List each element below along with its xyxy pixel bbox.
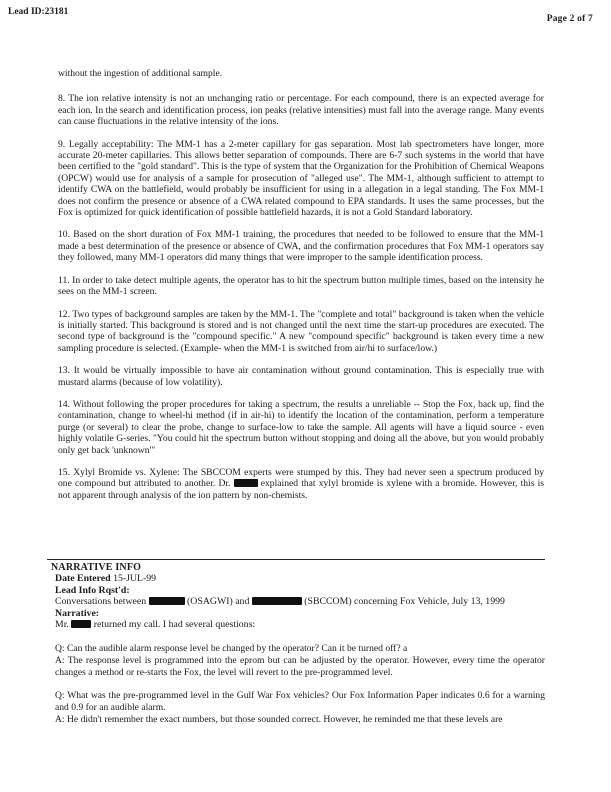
question-2: Q: What was the pre-programmed level in the Gulf War Fox vehicles? Our Fox Information Paper indicates 0.6 for a warning and 0.9 for an audible alarm. — [55, 690, 545, 713]
answer-1: A: The response level is programmed into the eprom but can be adjusted by the operator. However, every time the operator changes a method or re-starts the Fox, the level will revert to the pre-programmed level. — [55, 655, 545, 678]
returned-call-line — [51, 619, 545, 631]
date-entered-field — [51, 573, 545, 585]
paragraph-11: 11. In order to take detect multiple agents, the operator has to hit the spectrum button multiple times, based on the intensity he sees on the MM-1 screen. — [58, 274, 544, 298]
conversation-line — [51, 596, 545, 608]
paragraph-13: 13. It would be virtually impossible to have air contamination without ground contamination. This is especially true with mustard alarms (because of low volatility). — [58, 365, 544, 388]
paragraph-15-part-b: explained that xylyl bromide is xylene with a bromide. However, this is not apparent through analysis of the ion pattern by non-chemists. — [58, 478, 544, 501]
narrative-label-field — [51, 608, 545, 620]
conversation-text-c: (SBCCOM) concerning Fox Vehicle, July 13, 1999 — [301, 596, 505, 608]
question-1: Q: Can the audible alarm response level be changed by the operator? Can it be turned off? a — [55, 642, 408, 654]
redaction-block — [252, 597, 302, 605]
conversation-text-b: (OSAGWI) and — [184, 596, 252, 608]
qa-section — [51, 643, 545, 725]
paragraph-12: 12. Two types of background samples are taken by the MM-1. The "complete and total" background is taken when the vehicle is initially started. This background is stored and is not changed until the next time the start-up procedures are executed. The second type of background is the "compound specific." A new "compound specific" background is taken every time a new sampling procedure is selected. (Example- when the MM-1 is switched from air/hi to surface/low.) — [58, 308, 544, 354]
narrative-label: Narrative: — [55, 607, 100, 619]
paragraph-9: 9. Legally acceptability: The MM-1 has a 2-meter capillary for gas separation. Most lab spectrometers have longer, more accurate 20-meter capillaries. This allows better separation of compounds. There are 6-7 such systems in the world that have been certified to the "gold standard". This is the type of system that the Organization for the Prohibition of Chemical Weapons (OPCW) would use for analysis of a sample for prosecution of "alleged use". The MM-1, although sufficient to attempt to identify CWA on the battlefield, would probably be insufficient for using in a allegation in a legal standing. The Fox MM-1 does not confirm the presence or absence of a CWA related compound to EPA standards. It uses the same processes, but the Fox is optimized for quick identification of possible battlefield hazards, it is not a Gold Standard laboratory. — [58, 138, 544, 219]
narrative-section — [51, 562, 545, 737]
redaction-block — [149, 597, 185, 605]
paragraph-continuation: without the ingestion of additional sample. — [58, 68, 223, 79]
returned-call-text-b: returned my call. I had several questions: — [91, 619, 256, 631]
paragraph-14: 14. Without following the proper procedures for taking a spectrum, the results a unreliable -- Stop the Fox, back up, find the contamination, change to wheel-hi method (if in air-hi) to identify the location of the contamination, perform a temperature purge (or several) to clear the probe, change to surface-low to take the sample. All agents will have a liquid source - even highly volatile G-series. "You could hit the spectrum button without stopping and doing all the above, but you would probably only get back 'unknown'" — [58, 398, 544, 456]
paragraph-8: 8. The ion relative intensity is not an unchanging ratio or percentage. For each compound, there is an expected average for each ion. In the search and identification process, ion peaks (relative intensities) must fall into the average range. Many events can cause fluctuations in the relative intensity of the ions. — [58, 93, 544, 128]
page-number: Page 2 of 7 — [546, 14, 593, 24]
section-divider — [47, 559, 545, 560]
document-body — [58, 68, 544, 512]
lead-info-field — [51, 585, 545, 597]
lead-info-label: Lead Info Rqst'd: — [55, 584, 130, 596]
date-entered-label: Date Entered — [55, 573, 111, 584]
returned-call-text-a: Mr. — [55, 619, 72, 631]
lead-id: Lead ID:23181 — [8, 7, 69, 17]
paragraph-10: 10. Based on the short duration of Fox MM-1 training, the procedures that needed to be followed to ensure that the MM-1 made a best determination of the presence or absence of CWA, and the confirmation procedures that Fox MM-1 operators say they followed, many MM-1 operators did many things that were improper to the sample identification process. — [58, 229, 544, 264]
paragraph-15-part-a: 15. Xylyl Bromide vs. Xylene: The SBCCOM experts were stumped by this. They had never seen a spectrum produced by one compound but attributed to another. Dr. — [58, 466, 544, 490]
redaction-block — [234, 479, 258, 487]
redaction-block — [71, 620, 91, 628]
narrative-heading: NARRATIVE INFO — [51, 562, 142, 573]
date-entered-value: 15-JUL-99 — [113, 573, 157, 584]
answer-2: A: He didn't remember the exact numbers, but those sounded correct. However, he reminded me that these levels are — [55, 714, 503, 725]
conversation-text-a: Conversations between — [55, 596, 149, 608]
paragraph-15 — [58, 467, 544, 501]
